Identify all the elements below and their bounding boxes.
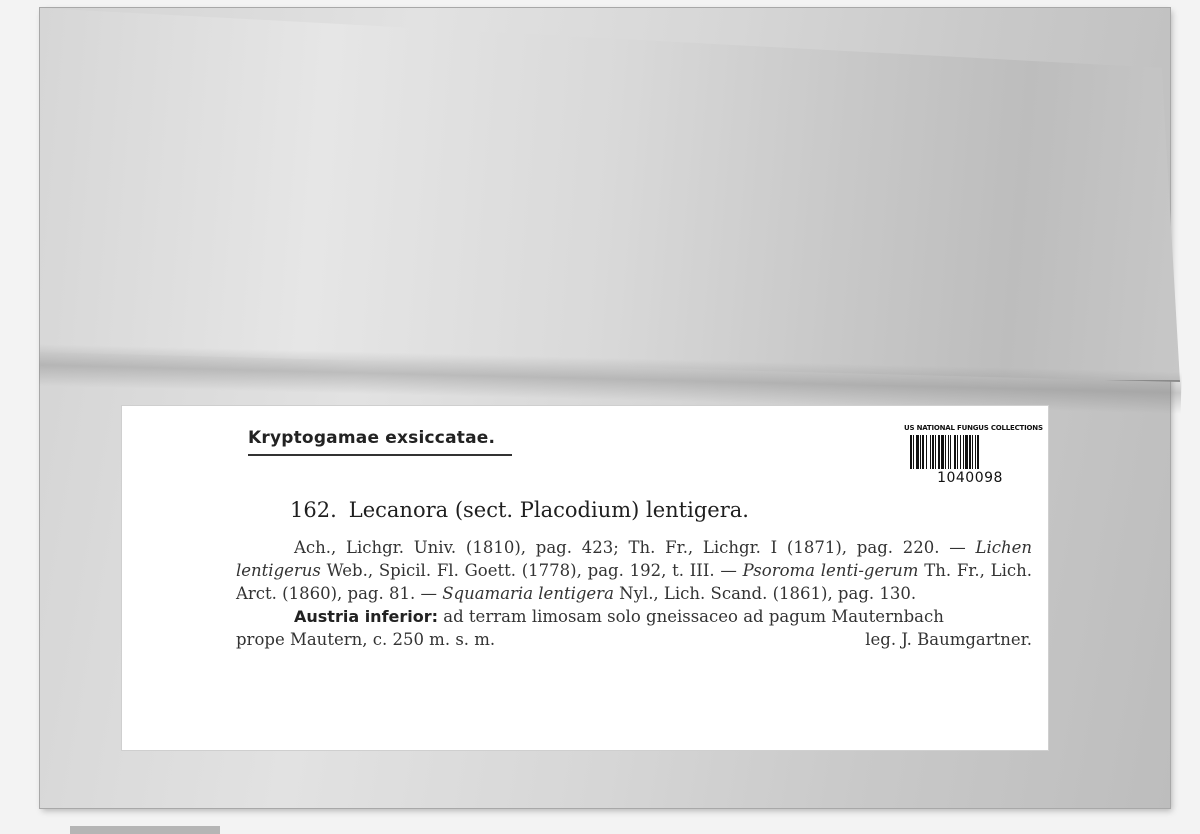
barcode-bar [926, 435, 927, 469]
barcode-bar [965, 435, 968, 469]
label-body [236, 536, 1032, 651]
barcode-number: 1040098 [937, 470, 1003, 486]
exsiccatae-label [122, 406, 1048, 750]
barcode-bar [920, 435, 921, 469]
synonym-1: Lichen lentigerus [236, 538, 1032, 580]
barcode-bar [930, 435, 931, 469]
barcode-bar [957, 435, 958, 469]
locality-paragraph [236, 605, 1032, 628]
citation-3: Th. Fr., Lich. Arct. (1860), pag. 81. — [236, 561, 1032, 603]
barcode-bar [954, 435, 956, 469]
barcode-bar [945, 435, 946, 469]
locality-text: ad terram limosam solo gneissaceo ad pagum Mauternbach [443, 607, 944, 626]
packet-flap [40, 8, 1180, 382]
taxon-entry [290, 498, 749, 522]
barcode-bar [969, 435, 971, 469]
barcode-bar [972, 435, 973, 469]
barcode-bar [960, 435, 961, 469]
locality-last-line [236, 628, 1032, 651]
citation-paragraph [236, 536, 1032, 605]
citation-1: Ach., Lichgr. Univ. (1810), pag. 423; Th. Fr., Lichgr. I (1871), pag. 220. — [294, 538, 966, 557]
barcode-bar [938, 435, 940, 469]
synonym-2: Psoroma lenti-gerum [742, 561, 919, 580]
barcode-bar [910, 435, 912, 469]
locality-line2: prope Mautern, c. 250 m. s. m. [236, 630, 496, 649]
citation-2: Web., Spicil. Fl. Goett. (1778), pag. 192, t. III. — [326, 561, 737, 580]
barcode-bar [963, 435, 964, 469]
citation-4: Nyl., Lich. Scand. (1861), pag. 130. [619, 584, 917, 603]
barcode-bar [913, 435, 914, 469]
barcode-institution: US NATIONAL FUNGUS COLLECTIONS [904, 424, 1043, 432]
barcode-bar [950, 435, 951, 469]
synonym-3: Squamaria lentigera [442, 584, 614, 603]
barcode-bars [909, 435, 1031, 469]
bottom-edge-strip [70, 826, 220, 834]
collector: leg. J. Baumgartner. [865, 630, 1032, 649]
entry-number: 162. [290, 498, 337, 522]
barcode-bar [935, 435, 936, 469]
barcode-bar [932, 435, 934, 469]
barcode-bar [916, 435, 919, 469]
barcode-bar [977, 435, 979, 469]
barcode-block [904, 424, 1043, 500]
barcode-bar [922, 435, 924, 469]
series-title: Kryptogamae exsiccatae. [248, 428, 512, 456]
taxon-name: Lecanora (sect. Placodium) lentigera. [348, 498, 749, 522]
barcode-bar [975, 435, 976, 469]
barcode-bar [948, 435, 949, 469]
locality-heading: Austria inferior: [294, 607, 439, 626]
barcode-bar [941, 435, 944, 469]
